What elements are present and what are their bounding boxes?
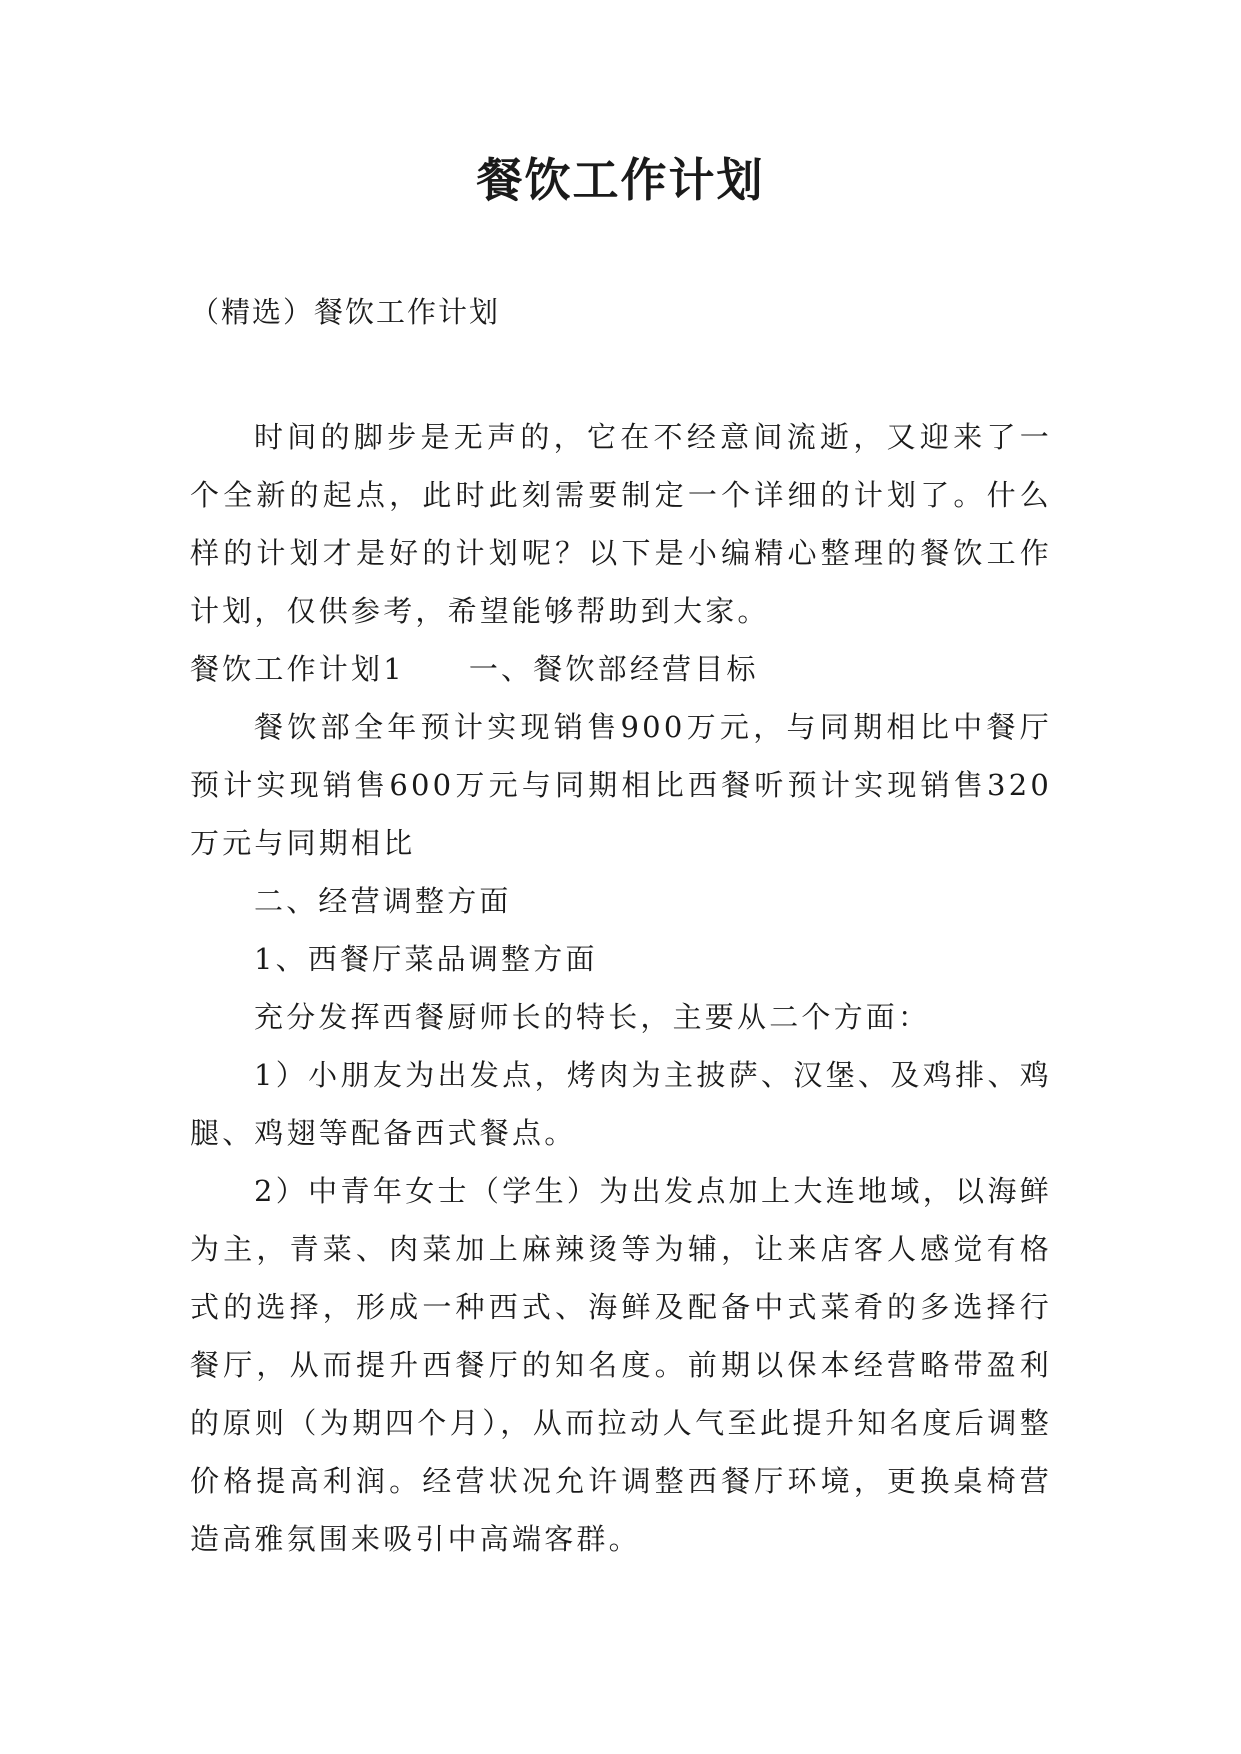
document-title: 餐饮工作计划 [476, 153, 765, 207]
list-item-1: 1）小朋友为出发点，烤肉为主披萨、汉堡、及鸡排、鸡腿、鸡翅等配备西式餐点。 [190, 1058, 1052, 1150]
list-item-2: 2）中青年女士（学生）为出发点加上大连地域，以海鲜为主，青菜、肉菜加上麻辣烫等为辅，让来店客人感觉有格式的选择，形成一种西式、海鲜及配备中式菜肴的多选择行餐厅，从而提升西餐厅的知名度。前期以保本经营略带盈利的原则（为期四个月），从而拉动人气至此提升知名度后调整价格提高利润。经营状况允许调整西餐厅环境，更换桌椅营造高雅氛围来吸引中高端客群。 [190, 1174, 1052, 1556]
plan-heading-line [190, 640, 1052, 698]
subsection1-heading: 1、西餐厅菜品调整方面 [254, 942, 598, 976]
plan-heading: 餐饮工作计划1 [190, 652, 405, 686]
section1-paragraph: 餐饮部全年预计实现销售900万元，与同期相比中餐厅预计实现销售600万元与同期相比西餐听预计实现销售320万元与同期相比 [190, 710, 1052, 860]
document-body [190, 408, 1052, 1568]
document-subtitle: （精选）餐饮工作计划 [190, 295, 501, 329]
section2-heading: 二、经营调整方面 [254, 884, 512, 918]
section1-heading: 一、餐饮部经营目标 [468, 652, 759, 686]
subsection1-intro: 充分发挥西餐厨师长的特长，主要从二个方面： [254, 1000, 931, 1034]
intro-paragraph: 时间的脚步是无声的，它在不经意间流逝，又迎来了一个全新的起点，此时此刻需要制定一个详细的计划了。什么样的计划才是好的计划呢？以下是小编精心整理的餐饮工作计划，仅供参考，希望能够帮助到大家。 [190, 420, 1052, 628]
